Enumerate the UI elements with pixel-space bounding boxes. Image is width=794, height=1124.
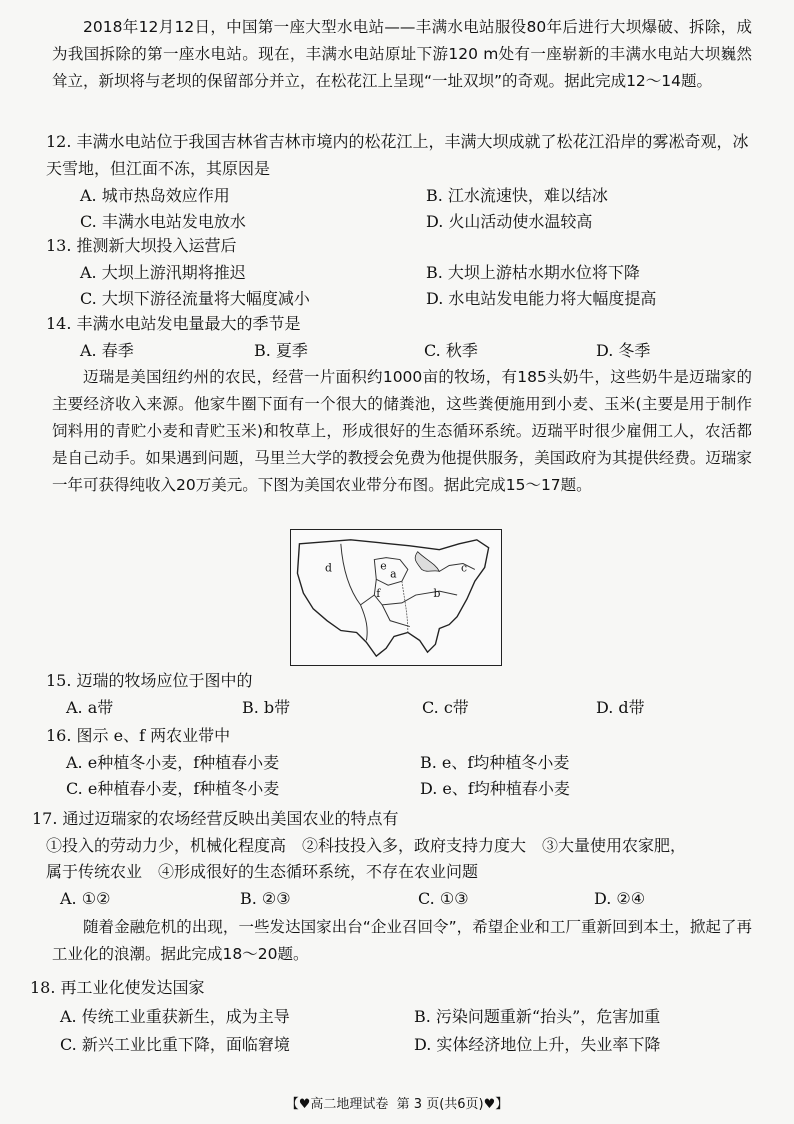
question-16 xyxy=(46,723,756,805)
q12-option-b[interactable]: B. 江水流速快，难以结冰 xyxy=(426,186,608,205)
us-map-figure xyxy=(291,530,501,665)
q15-option-c[interactable]: C. c带 xyxy=(422,698,469,717)
question-18-stem: 18. 再工业化使发达国家 xyxy=(30,978,205,997)
q13-option-b[interactable]: B. 大坝上游枯水期水位将下降 xyxy=(426,263,640,282)
map-label-e: e xyxy=(380,559,387,573)
question-15 xyxy=(46,668,756,724)
q18-option-d[interactable]: D. 实体经济地位上升，失业率下降 xyxy=(414,1035,661,1054)
q15-option-b[interactable]: B. b带 xyxy=(242,698,291,717)
q15-option-a[interactable]: A. a带 xyxy=(66,698,114,717)
page-footer xyxy=(0,1093,794,1112)
great-lakes xyxy=(415,552,439,572)
q17-statements-line2: 属于传统农业 ④形成很好的生态循环系统，不存在农业问题 xyxy=(46,862,479,881)
question-16-stem: 16. 图示 e、f 两农业带中 xyxy=(46,726,231,745)
footer-page: 第 3 页(共6页) xyxy=(396,1097,484,1112)
map-label-d: d xyxy=(325,561,332,575)
q12-option-c[interactable]: C. 丰满水电站发电放水 xyxy=(80,212,246,231)
us-outline xyxy=(297,540,488,656)
bracket-right: 】 xyxy=(495,1097,509,1112)
question-17 xyxy=(32,806,756,916)
q17-option-c[interactable]: C. ①③ xyxy=(418,889,469,908)
map-label-c: c xyxy=(461,561,468,575)
q17-option-a[interactable]: A. ①② xyxy=(60,889,111,908)
belt-boundary xyxy=(361,595,375,605)
q14-option-a[interactable]: A. 春季 xyxy=(80,341,134,360)
question-17-stem: 17. 通过迈瑞家的农场经营反映出美国农业的特点有 xyxy=(32,809,399,828)
q17-option-d[interactable]: D. ②④ xyxy=(594,889,646,908)
heart-icon: ♥ xyxy=(298,1097,311,1112)
q13-option-c[interactable]: C. 大坝下游径流量将大幅度减小 xyxy=(80,289,310,308)
heart-icon: ♥ xyxy=(483,1097,496,1112)
q14-option-c[interactable]: C. 秋季 xyxy=(424,341,478,360)
map-label-a: a xyxy=(390,567,397,581)
passage-3: 随着金融危机的出现，一些发达国家出台“企业召回令”，希望企业和工厂重新回到本土，掀起了再工业化的浪潮。据此完成18～20题。 xyxy=(52,918,752,963)
q12-option-d[interactable]: D. 火山活动使水温较高 xyxy=(426,212,593,231)
q13-option-a[interactable]: A. 大坝上游汛期将推迟 xyxy=(80,263,246,282)
question-12 xyxy=(46,128,756,238)
q17-statements-line1: ①投入的劳动力少，机械化程度高 ②科技投入多，政府支持力度大 ③大量使用农家肥， xyxy=(46,836,687,855)
question-13 xyxy=(46,233,756,313)
footer-title: 高二地理试卷 xyxy=(310,1097,389,1112)
q16-option-a[interactable]: A. e种植冬小麦，f种植春小麦 xyxy=(66,753,280,772)
question-14-stem: 14. 丰满水电站发电量最大的季节是 xyxy=(46,314,301,333)
question-15-stem: 15. 迈瑞的牧场应位于图中的 xyxy=(46,671,253,690)
q18-option-c[interactable]: C. 新兴工业比重下降，面临窘境 xyxy=(60,1035,290,1054)
passage-1: 2018年12月12日，中国第一座大型水电站——丰满水电站服役80年后进行大坝爆破、拆除，成为我国拆除的第一座水电站。现在，丰满水电站原址下游120 m处有一座崭新的丰满水电站大坝巍然耸立，新坝将与老坝的保留部分并立，在松花江上呈现“一址双坝”的奇观。据此完成12～14题。 xyxy=(52,18,752,90)
q13-option-d[interactable]: D. 水电站发电能力将大幅度提高 xyxy=(426,289,657,308)
question-14 xyxy=(46,311,756,366)
belt-boundary xyxy=(439,564,474,572)
q18-option-a[interactable]: A. 传统工业重获新生，成为主导 xyxy=(60,1007,290,1026)
q17-option-b[interactable]: B. ②③ xyxy=(240,889,291,908)
q14-option-b[interactable]: B. 夏季 xyxy=(254,341,308,360)
q14-option-d[interactable]: D. 冬季 xyxy=(596,341,651,360)
q15-option-d[interactable]: D. d带 xyxy=(596,698,645,717)
map-label-b: b xyxy=(433,587,441,601)
q16-option-c[interactable]: C. e种植春小麦，f种植冬小麦 xyxy=(66,779,280,798)
question-18 xyxy=(30,975,756,1061)
q18-option-b[interactable]: B. 污染问题重新“抬头”，危害加重 xyxy=(414,1007,661,1026)
passage-2: 迈瑞是美国纽约州的农民，经营一片面积约1000亩的牧场，有185头奶牛，这些奶牛是迈瑞家的主要经济收入来源。他家牛圈下面有一个很大的储粪池，这些粪便施用到小麦、玉米(主要是用于制作饲料用的青贮小麦和青贮玉米)和牧草上，形成很好的生态循环系统。迈瑞平时很少雇佣工人，农活都是自己动手。如果遇到问题，马里兰大学的教授会免费为他提供服务，美国政府为其提供经费。迈瑞家一年可获得纯收入20万美元。下图为美国农业带分布图。据此完成15～17题。 xyxy=(52,368,752,494)
q12-option-a[interactable]: A. 城市热岛效应作用 xyxy=(80,186,230,205)
bracket-left: 【 xyxy=(285,1097,299,1112)
q16-option-b[interactable]: B. e、f均种植冬小麦 xyxy=(420,753,570,772)
map-label-f: f xyxy=(376,587,381,601)
question-13-stem: 13. 推测新大坝投入运营后 xyxy=(46,236,237,255)
us-agriculture-belt-map xyxy=(290,529,502,666)
q16-option-d[interactable]: D. e、f均种植春小麦 xyxy=(420,779,570,798)
belt-boundary xyxy=(341,544,367,641)
question-12-stem: 12. 丰满水电站位于我国吉林省吉林市境内的松花江上，丰满大坝成就了松花江沿岸的雾凇奇观，冰天雪地，但江面不冻，其原因是 xyxy=(46,132,749,178)
belt-boundary xyxy=(374,579,457,605)
